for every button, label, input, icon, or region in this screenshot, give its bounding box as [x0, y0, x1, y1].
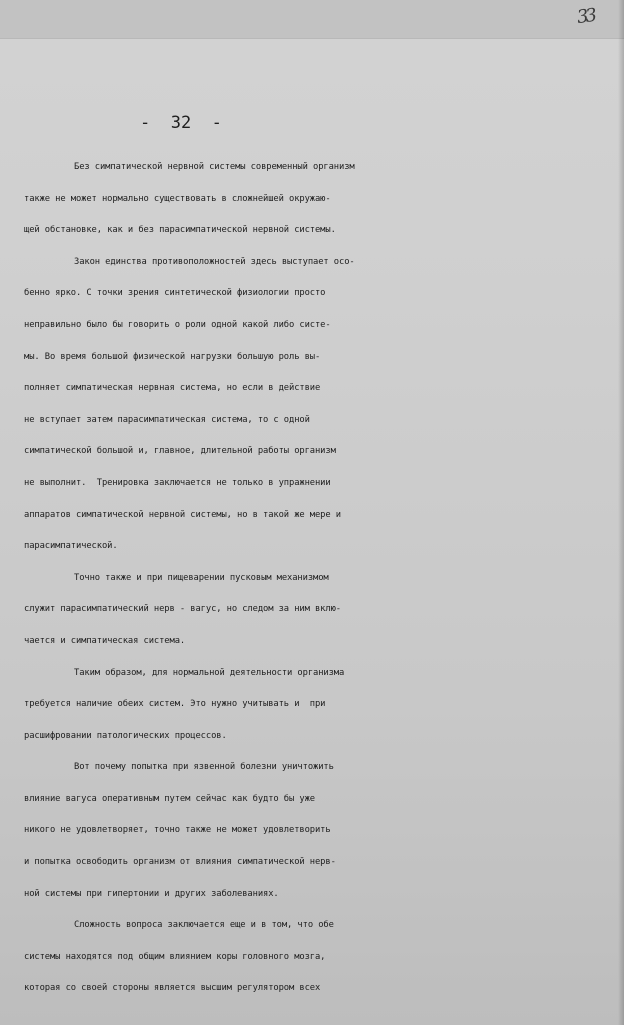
text-line: бенно ярко. С точки зрения синтетической физиологии просто: [24, 288, 326, 299]
text-line: Закон единства противоположностей здесь выступает осо-: [74, 256, 355, 267]
page-edge-shadow: [618, 0, 624, 1025]
text-line: щей обстановке, как и без парасимпатической нервной системы.: [24, 225, 336, 236]
text-line: полняет симпатическая нервная система, но если в действие: [24, 383, 321, 394]
page-top-edge: [0, 0, 624, 39]
text-line: неправильно было бы говорить о роли одной какой либо систе-: [24, 319, 331, 330]
text-line: Без симпатической нервной системы современный организм: [74, 162, 355, 172]
text-line: расшифровании патологических процессов.: [24, 730, 227, 741]
text-line: влияние вагуса оперативным путем сейчас как будто бы уже: [24, 793, 315, 804]
handwritten-folio-number: 33: [575, 4, 596, 29]
text-line: Сложность вопроса заключается еще и в том, что обе: [74, 920, 334, 931]
text-line: парасимпатической.: [24, 541, 118, 552]
text-line: мы. Во время большой физической нагрузки большую роль вы-: [24, 351, 321, 362]
text-line: Вот почему попытка при язвенной болезни уничтожить: [74, 762, 334, 773]
text-line: которая со своей стороны является высшим регулятором всех: [24, 983, 321, 994]
text-line: ной системы при гипертонии и других заболеваниях.: [24, 888, 279, 899]
text-line: Таким образом, для нормальной деятельности организма: [74, 667, 345, 678]
text-line: требуется наличие обеих систем. Это нужно учитывать и при: [24, 699, 326, 710]
text-line: не выполнит. Тренировка заключается не только в упражнении: [24, 477, 331, 488]
text-line: и попытка освободить организм от влияния симпатической нерв-: [24, 857, 336, 868]
text-line: симпатической большой и, главное, длительной работы организм: [24, 446, 336, 457]
body-text: [24, 152, 624, 1005]
text-line: также не может нормально существовать в сложнейшей окружаю-: [24, 193, 331, 204]
text-line: системы находятся под общим влиянием коры головного мозга,: [24, 951, 326, 962]
text-line: чается и симпатическая система.: [24, 635, 186, 646]
text-line: не вступает затем парасимпатическая система, то с одной: [24, 414, 310, 425]
text-line: аппаратов симпатической нервной системы, но в такой же мере и: [24, 509, 341, 520]
page-number: - 32 -: [140, 113, 222, 133]
text-line: никого не удовлетворяет, точно также не может удовлетворить: [24, 825, 331, 836]
text-line: служит парасимпатический нерв - вагус, но следом за ним вклю-: [24, 604, 341, 615]
text-line: Точно также и при пищеварении пусковым механизмом: [74, 572, 329, 583]
